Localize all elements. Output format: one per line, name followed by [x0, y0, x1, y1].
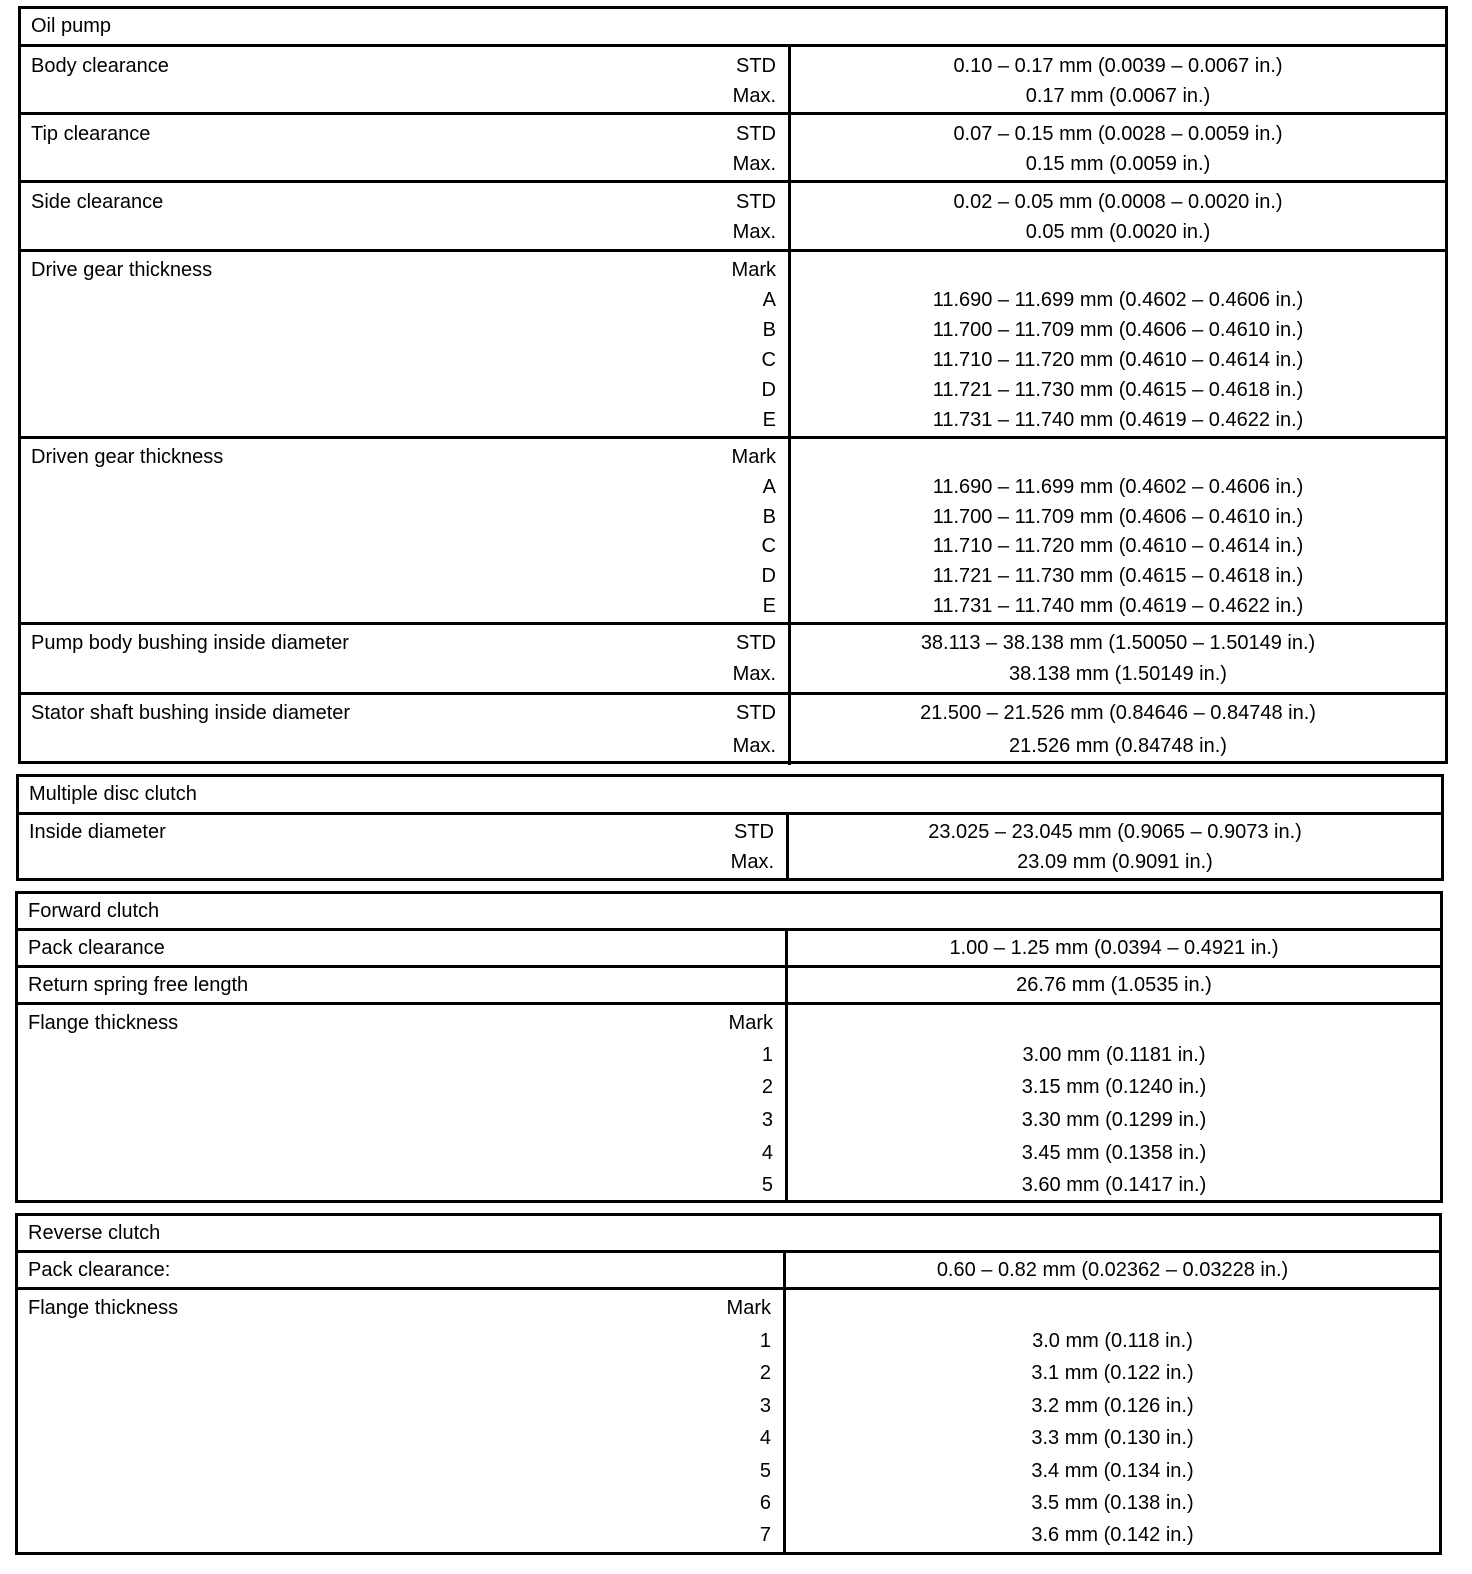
- mark-value: 11.710 – 11.720 mm (0.4610 – 0.4614 in.): [932, 535, 1304, 557]
- item-cell: [21, 252, 791, 436]
- mark: D: [761, 379, 776, 401]
- std-value: 0.10 – 0.17 mm (0.0039 – 0.0067 in.): [953, 55, 1283, 77]
- max-value: 0.15 mm (0.0059 in.): [1025, 153, 1211, 175]
- mark-value: 11.690 – 11.699 mm (0.4602 – 0.4606 in.): [932, 289, 1304, 311]
- value-cell: [789, 815, 1441, 878]
- table-row-flange-thickness: [18, 1290, 1439, 1552]
- item-cell: [21, 115, 791, 180]
- item-cell: [18, 1005, 788, 1200]
- mark: 3: [759, 1395, 771, 1417]
- value-cell: [788, 968, 1440, 1002]
- std-value: 38.113 – 38.138 mm (1.50050 – 1.50149 in.): [920, 632, 1316, 654]
- item-label: Stator shaft bushing inside diameter: [31, 702, 351, 724]
- item-label: Side clearance: [31, 191, 164, 213]
- mark: A: [762, 289, 776, 311]
- table-row-drive-gear-thickness: [21, 252, 1445, 439]
- item-label: Pack clearance:: [28, 1258, 171, 1281]
- mark-value: 3.15 mm (0.1240 in.): [1021, 1076, 1207, 1098]
- value: 26.76 mm (1.0535 in.): [1016, 973, 1212, 996]
- item-cell: [21, 695, 791, 765]
- value: 1.00 – 1.25 mm (0.0394 – 0.4921 in.): [949, 936, 1279, 959]
- forward-clutch-table: [15, 891, 1443, 1203]
- mark-value: 11.731 – 11.740 mm (0.4619 – 0.4622 in.): [932, 409, 1304, 431]
- mark-label: Mark: [726, 1297, 771, 1319]
- item-label: Flange thickness: [28, 1012, 179, 1034]
- mark: C: [761, 535, 776, 557]
- max-label: Max.: [732, 735, 776, 757]
- mark-value: 11.721 – 11.730 mm (0.4615 – 0.4618 in.): [932, 379, 1304, 401]
- mark: A: [762, 476, 776, 498]
- item-label: Inside diameter: [29, 821, 166, 843]
- max-value: 23.09 mm (0.9091 in.): [1017, 851, 1213, 873]
- mark-value: 3.6 mm (0.142 in.): [1031, 1524, 1194, 1546]
- table-row-tip-clearance: [21, 115, 1445, 183]
- std-label: STD: [734, 821, 774, 843]
- table-title: Reverse clutch: [18, 1216, 1439, 1253]
- multiple-disc-clutch-table: [16, 774, 1444, 881]
- mark-value: 11.700 – 11.709 mm (0.4606 – 0.4610 in.): [932, 319, 1304, 341]
- item-label: Driven gear thickness: [31, 446, 224, 468]
- table-row-side-clearance: [21, 183, 1445, 252]
- value-cell: [791, 115, 1445, 180]
- item-label: Return spring free length: [28, 973, 249, 996]
- table-row-driven-gear-thickness: [21, 439, 1445, 625]
- mark: 7: [759, 1524, 771, 1546]
- max-value: 38.138 mm (1.50149 in.): [1009, 663, 1227, 685]
- mark: E: [762, 595, 776, 617]
- mark-value: 3.1 mm (0.122 in.): [1031, 1362, 1194, 1384]
- mark-value: 3.0 mm (0.118 in.): [1032, 1330, 1193, 1352]
- item-cell: [21, 47, 791, 112]
- mark-value: 11.700 – 11.709 mm (0.4606 – 0.4610 in.): [932, 506, 1304, 528]
- mark-value: 11.731 – 11.740 mm (0.4619 – 0.4622 in.): [932, 595, 1304, 617]
- item-label: Tip clearance: [31, 123, 151, 145]
- std-label: STD: [736, 191, 776, 213]
- mark-label: Mark: [731, 259, 776, 281]
- oil-pump-table: [18, 6, 1448, 764]
- table-row-stator-shaft-bushing: [21, 695, 1445, 765]
- mark-value: 3.2 mm (0.126 in.): [1031, 1395, 1194, 1417]
- mark: E: [762, 409, 776, 431]
- mark-value: 11.710 – 11.720 mm (0.4610 – 0.4614 in.): [932, 349, 1304, 371]
- item-cell: [18, 1253, 786, 1287]
- mark-value: 11.721 – 11.730 mm (0.4615 – 0.4618 in.): [932, 565, 1304, 587]
- value-cell: [788, 931, 1440, 965]
- mark-value: 11.690 – 11.699 mm (0.4602 – 0.4606 in.): [932, 476, 1304, 498]
- mark-label: Mark: [731, 446, 776, 468]
- table-row-inside-diameter: [19, 815, 1441, 878]
- mark-value: 3.60 mm (0.1417 in.): [1021, 1174, 1207, 1196]
- mark-value: 3.45 mm (0.1358 in.): [1021, 1142, 1207, 1164]
- max-label: Max.: [730, 851, 774, 873]
- table-row-body-clearance: [21, 47, 1445, 115]
- table-title: Multiple disc clutch: [19, 777, 1441, 815]
- mark: 6: [759, 1492, 771, 1514]
- std-label: STD: [736, 123, 776, 145]
- value-cell: [788, 1005, 1440, 1200]
- item-cell: [18, 931, 788, 965]
- table-row-pack-clearance: [18, 1253, 1439, 1290]
- item-cell: [21, 439, 791, 622]
- std-value: 0.07 – 0.15 mm (0.0028 – 0.0059 in.): [953, 123, 1283, 145]
- mark: 1: [761, 1044, 773, 1066]
- mark-value: 3.5 mm (0.138 in.): [1031, 1492, 1194, 1514]
- max-label: Max.: [732, 85, 776, 107]
- table-row-flange-thickness: [18, 1005, 1440, 1200]
- std-label: STD: [736, 632, 776, 654]
- max-value: 0.05 mm (0.0020 in.): [1025, 221, 1211, 243]
- item-cell: [18, 968, 788, 1002]
- value-cell: [791, 252, 1445, 436]
- mark-value: 3.4 mm (0.134 in.): [1031, 1460, 1194, 1482]
- mark: 5: [759, 1460, 771, 1482]
- value-cell: [791, 47, 1445, 112]
- max-value: 0.17 mm (0.0067 in.): [1025, 85, 1211, 107]
- mark: 3: [761, 1109, 773, 1131]
- value-cell: [786, 1253, 1439, 1287]
- mark: C: [761, 349, 776, 371]
- item-label: Body clearance: [31, 55, 169, 77]
- mark: 1: [759, 1330, 771, 1352]
- mark-value: 3.3 mm (0.130 in.): [1031, 1427, 1194, 1449]
- item-cell: [21, 625, 791, 692]
- mark: 2: [761, 1076, 773, 1098]
- item-cell: [21, 183, 791, 249]
- max-label: Max.: [732, 153, 776, 175]
- value-cell: [791, 625, 1445, 692]
- value-cell: [786, 1290, 1439, 1552]
- mark-value: 3.30 mm (0.1299 in.): [1021, 1109, 1207, 1131]
- item-label: Flange thickness: [28, 1297, 179, 1319]
- std-label: STD: [736, 702, 776, 724]
- max-label: Max.: [732, 221, 776, 243]
- item-label: Pack clearance: [28, 936, 165, 959]
- value-cell: [791, 183, 1445, 249]
- item-label: Pump body bushing inside diameter: [31, 632, 349, 654]
- item-cell: [18, 1290, 786, 1552]
- value: 0.60 – 0.82 mm (0.02362 – 0.03228 in.): [936, 1258, 1289, 1281]
- item-label: Drive gear thickness: [31, 259, 213, 281]
- mark: 2: [759, 1362, 771, 1384]
- mark: B: [762, 506, 776, 528]
- mark: 4: [761, 1142, 773, 1164]
- item-cell: [19, 815, 789, 878]
- value-cell: [791, 695, 1445, 765]
- table-row-pack-clearance: [18, 931, 1440, 968]
- mark: 4: [759, 1427, 771, 1449]
- std-label: STD: [736, 55, 776, 77]
- table-row-pump-body-bushing: [21, 625, 1445, 695]
- mark: D: [761, 565, 776, 587]
- std-value: 21.500 – 21.526 mm (0.84646 – 0.84748 in.): [920, 702, 1316, 724]
- table-title: Oil pump: [21, 9, 1445, 47]
- max-label: Max.: [732, 663, 776, 685]
- table-row-return-spring: [18, 968, 1440, 1005]
- mark: B: [762, 319, 776, 341]
- std-value: 0.02 – 0.05 mm (0.0008 – 0.0020 in.): [953, 191, 1283, 213]
- max-value: 21.526 mm (0.84748 in.): [1009, 735, 1227, 757]
- value-cell: [791, 439, 1445, 622]
- std-value: 23.025 – 23.045 mm (0.9065 – 0.9073 in.): [928, 821, 1302, 843]
- table-title: Forward clutch: [18, 894, 1440, 931]
- mark-label: Mark: [728, 1012, 773, 1034]
- mark-value: 3.00 mm (0.1181 in.): [1022, 1044, 1206, 1066]
- mark: 5: [761, 1174, 773, 1196]
- reverse-clutch-table: [15, 1213, 1442, 1555]
